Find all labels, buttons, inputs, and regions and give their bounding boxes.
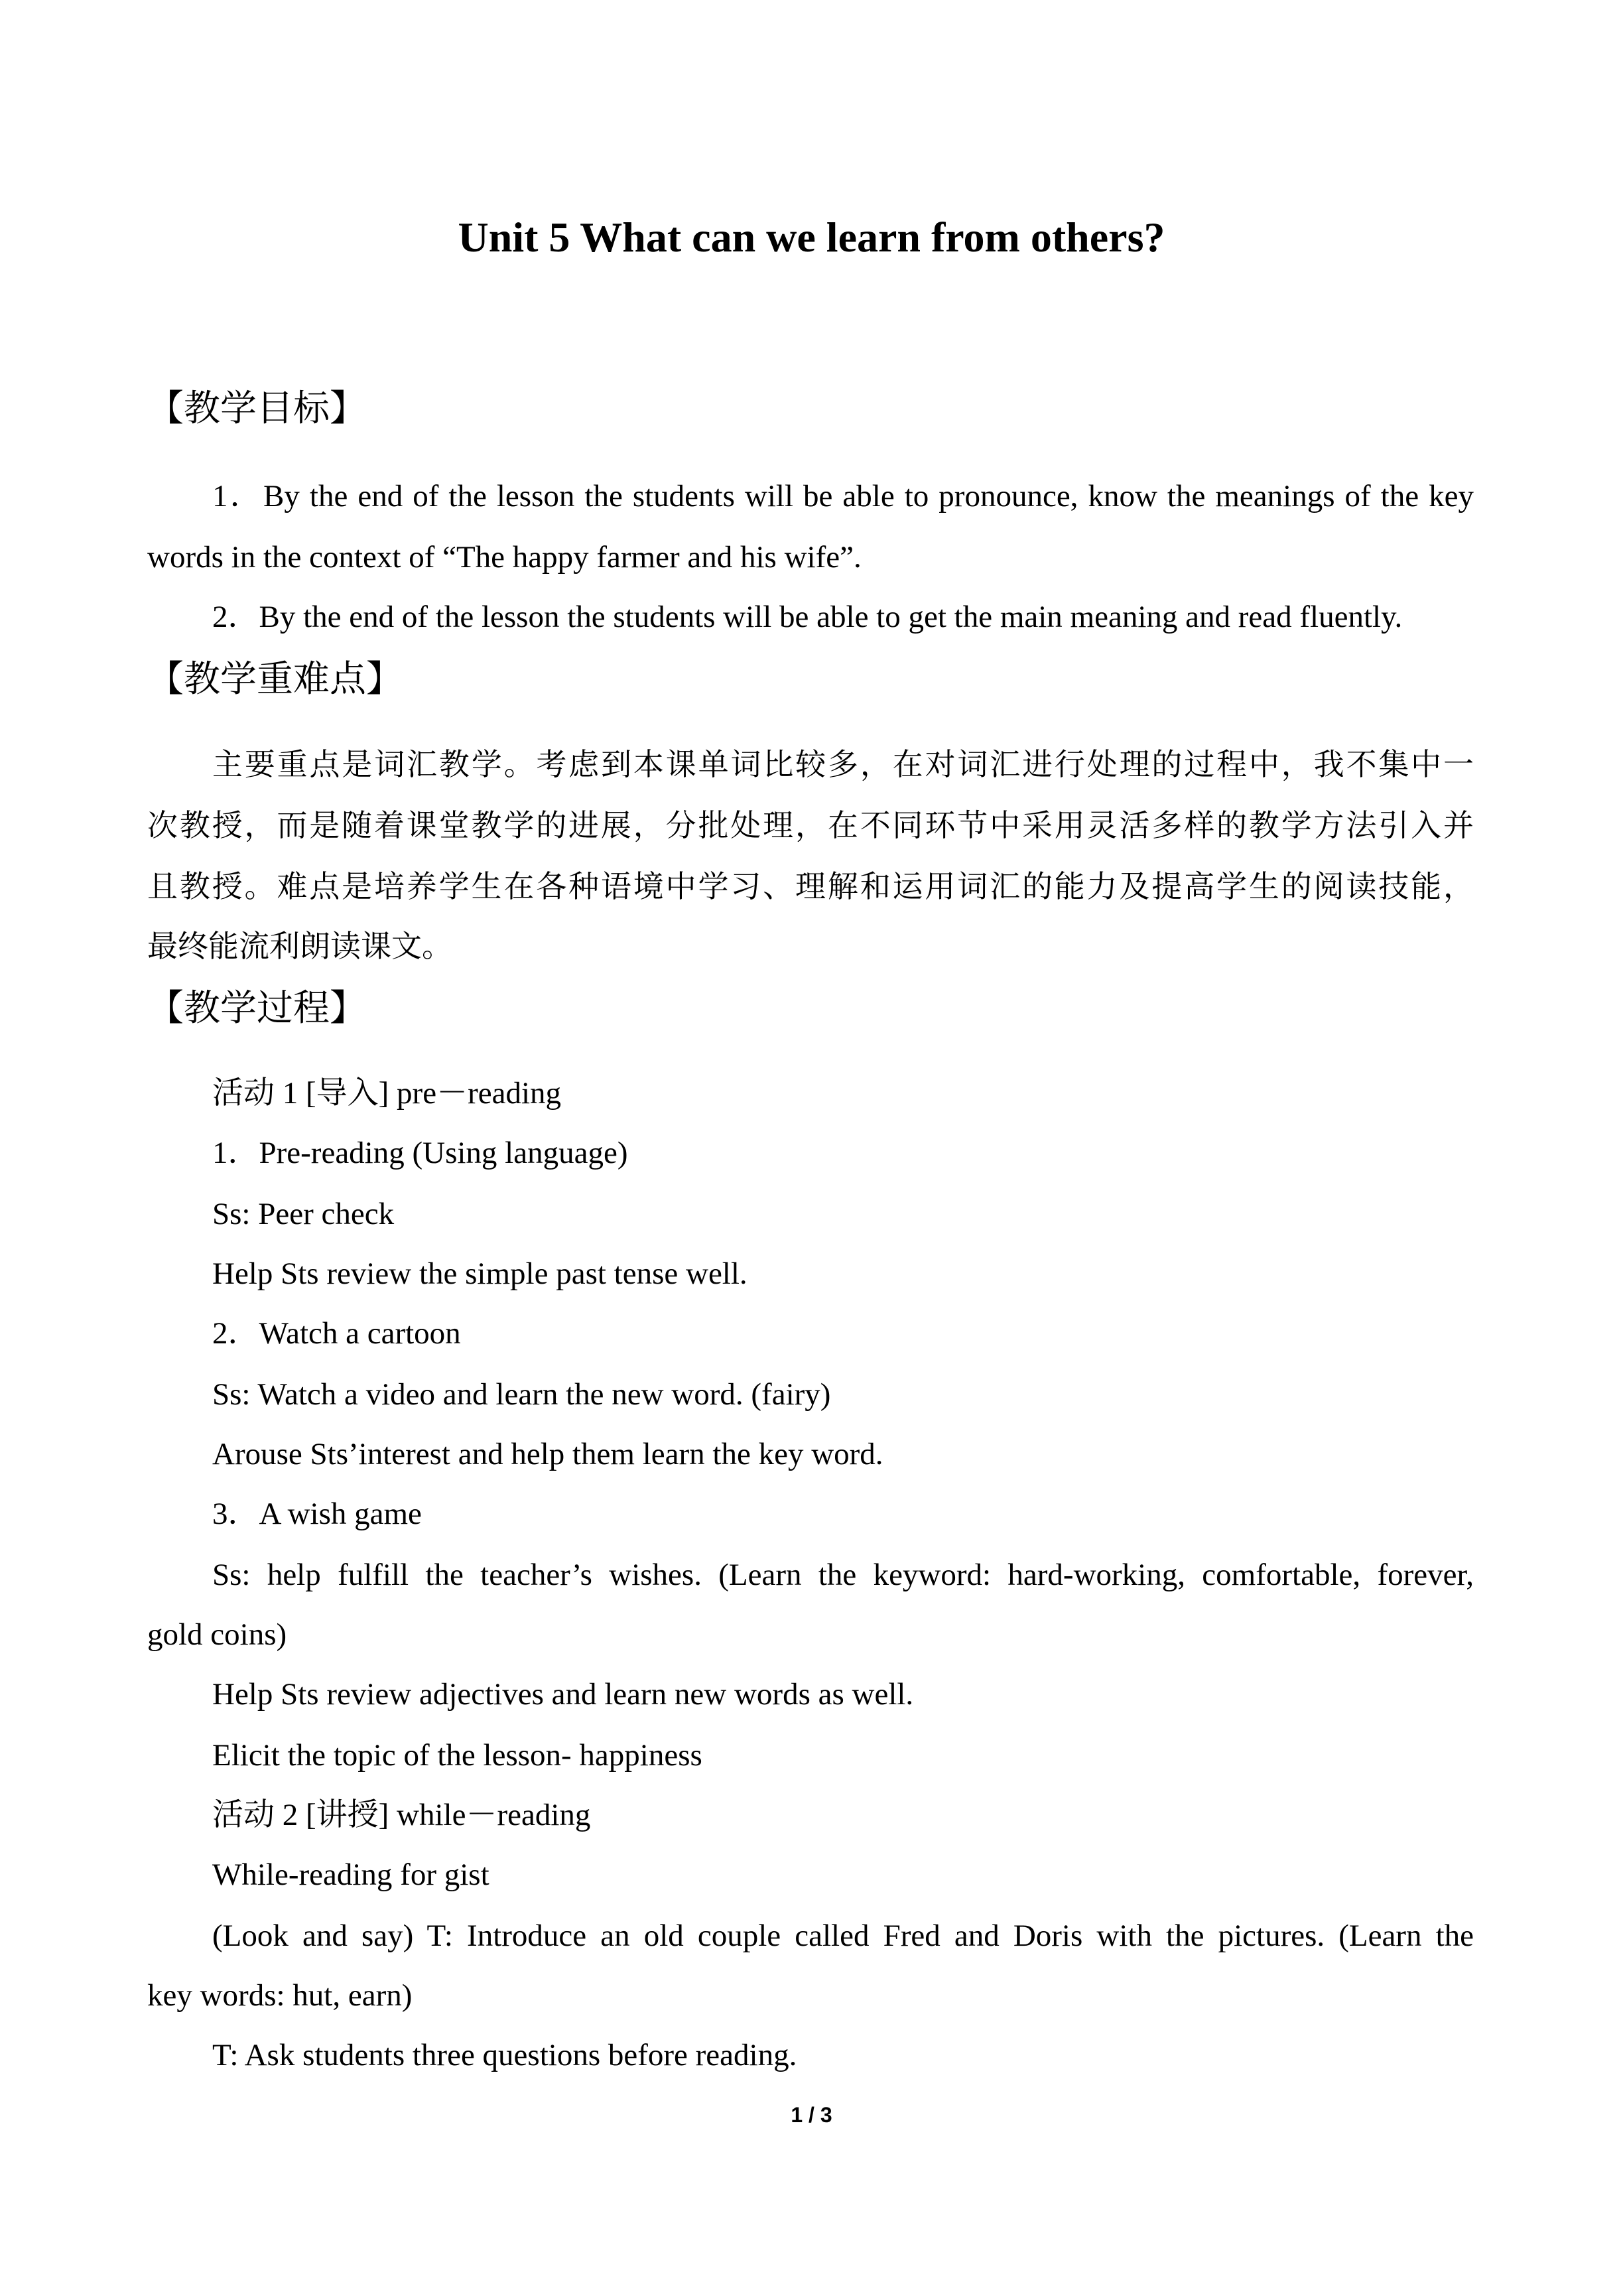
objective-item-1-line-1: 1．By the end of the lesson the students will be able to pronounce, know the meanings of the key [212, 479, 1474, 513]
section-heading-key-points: 【教学重难点】 [147, 657, 403, 700]
process-line: Ss: help fulfill the teacher’s wishes. (Learn the keyword: hard-working, comfortable, forever, [212, 1558, 1474, 1592]
process-line: While-reading for gist [212, 1857, 489, 1892]
process-line: 1．Pre-reading (Using language) [212, 1136, 628, 1170]
activity-2-title: 活动 2 [讲授] while－reading [212, 1798, 591, 1832]
process-line: 3．A wish game [212, 1497, 422, 1531]
key-points-line-1: 主要重点是词汇教学。考虑到本课单词比较多，在对词汇进行处理的过程中，我不集中一 [212, 746, 1474, 782]
process-line: Help Sts review adjectives and learn new words as well. [212, 1677, 914, 1712]
process-line: (Look and say) T: Introduce an old couple called Fred and Doris with the pictures. (Learn the [212, 1919, 1474, 1953]
section-heading-process: 【教学过程】 [147, 986, 367, 1029]
key-points-line-3: 且教授。难点是培养学生在各种语境中学习、理解和运用词汇的能力及提高学生的阅读技能， [147, 868, 1474, 904]
objective-item-1-line-2: words in the context of “The happy farmer and his wife”. [147, 540, 862, 574]
process-line: Ss: Watch a video and learn the new word. (fairy) [212, 1377, 831, 1412]
objective-item-2: 2．By the end of the lesson the students will be able to get the main meaning and read fluently. [212, 600, 1403, 634]
process-line: Arouse Sts’interest and help them learn the key word. [212, 1437, 883, 1471]
process-line: gold coins) [147, 1617, 287, 1652]
key-points-line-2: 次教授，而是随着课堂教学的进展，分批处理，在不同环节中采用灵活多样的教学方法引入并 [147, 807, 1474, 843]
page-number: 1 / 3 [791, 2103, 832, 2127]
process-line: Ss: Peer check [212, 1197, 395, 1231]
process-line: key words: hut, earn) [147, 1978, 413, 2013]
process-line: T: Ask students three questions before reading. [212, 2038, 797, 2072]
process-line: Elicit the topic of the lesson- happiness [212, 1738, 702, 1773]
document-title: Unit 5 What can we learn from others? [458, 214, 1165, 261]
activity-1-title: 活动 1 [导入] pre－reading [212, 1076, 561, 1111]
key-points-line-4: 最终能流利朗读课文。 [147, 928, 452, 964]
process-line: 2．Watch a cartoon [212, 1316, 461, 1351]
section-heading-objectives: 【教学目标】 [147, 387, 367, 429]
process-line: Help Sts review the simple past tense well. [212, 1256, 747, 1291]
